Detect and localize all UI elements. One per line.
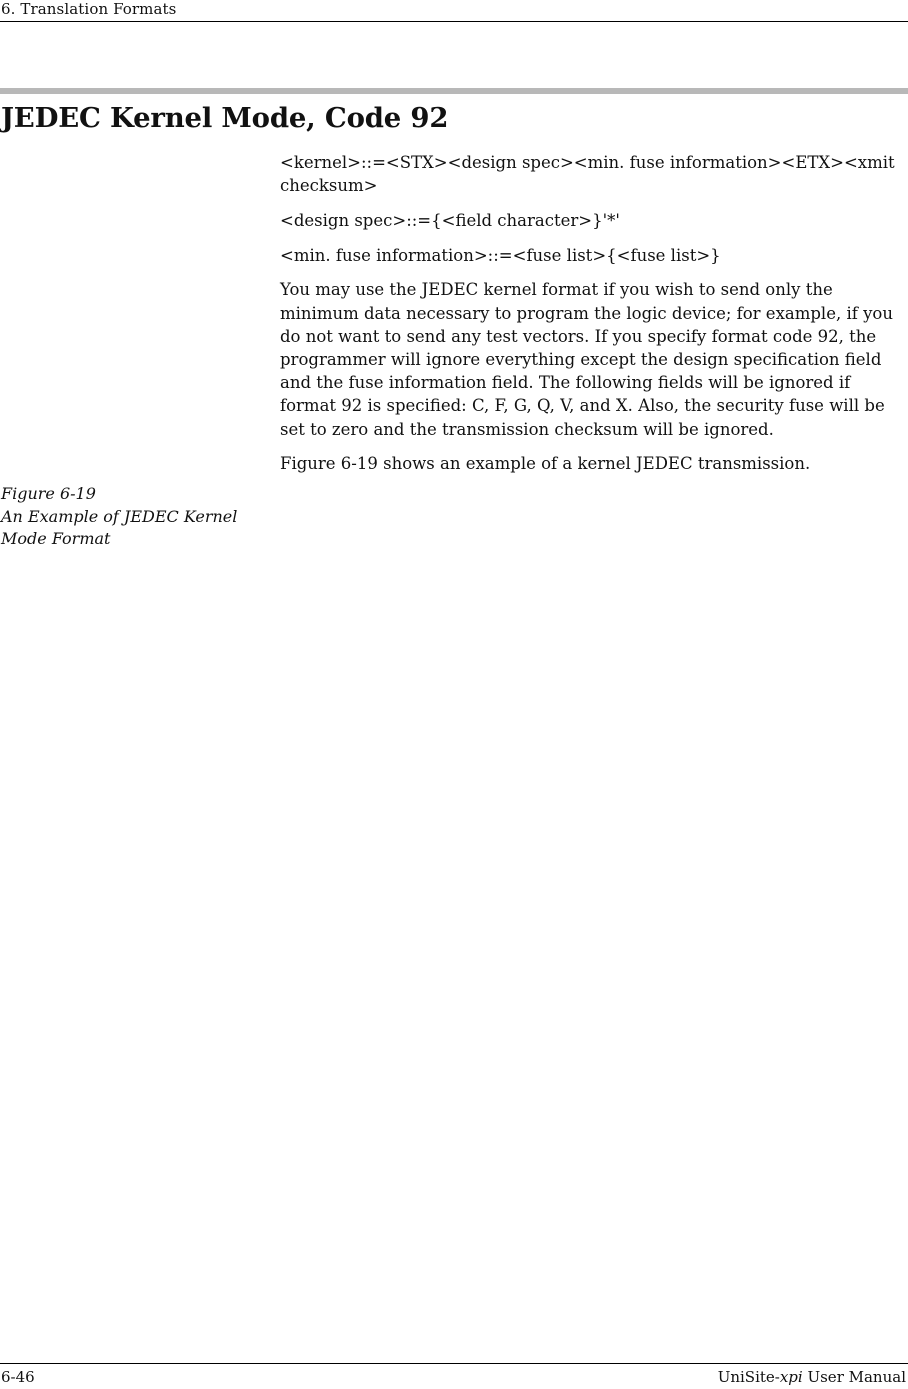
body-paragraph-kernel-format: You may use the JEDEC kernel format if you wish to send only the minimum data necessary to program the logic device; for example, if you do not want to send any test vectors. If you specify format code 92, the programmer will ignore everything except the design specification field and the fuse information field. The following fields will be ignored if format 92 is specified: C, F, G, Q, V, and X. Also, the security fuse will be set to zero and the transmission checksum will be ignored. <box>280 280 893 439</box>
syntax-kernel-line: <kernel>::=<STX><design spec><min. fuse information><ETX><xmit checksum> <box>280 153 895 196</box>
footer-manual-prefix: UniSite- <box>717 1368 780 1386</box>
footer-manual-italic: xpi <box>779 1368 803 1386</box>
footer-manual-suffix: User Manual <box>802 1368 906 1386</box>
figure-title-line-1: An Example of JEDEC Kernel <box>1 506 238 526</box>
header-rule <box>0 21 908 22</box>
running-header-title: 6. Translation Formats <box>1 0 177 18</box>
figure-title-line-2: Mode Format <box>1 529 111 548</box>
section-title: JEDEC Kernel Mode, Code 92 <box>1 102 449 134</box>
footer-manual-title <box>718 1368 906 1386</box>
figure-caption <box>1 483 261 551</box>
syntax-fuse-info-line: <min. fuse information>::=<fuse list>{<fuse list>} <box>280 245 721 265</box>
body-paragraph-figure-reference: Figure 6-19 shows an example of a kernel JEDEC transmission. <box>280 454 811 474</box>
figure-number: Figure 6-19 <box>1 484 96 503</box>
section-divider-bar <box>0 88 908 94</box>
footer-page-number: 6-46 <box>1 1368 35 1386</box>
footer-rule <box>0 1363 908 1364</box>
body-text-column <box>280 151 906 487</box>
syntax-design-spec-line: <design spec>::={<field character>}'*' <box>280 210 620 230</box>
